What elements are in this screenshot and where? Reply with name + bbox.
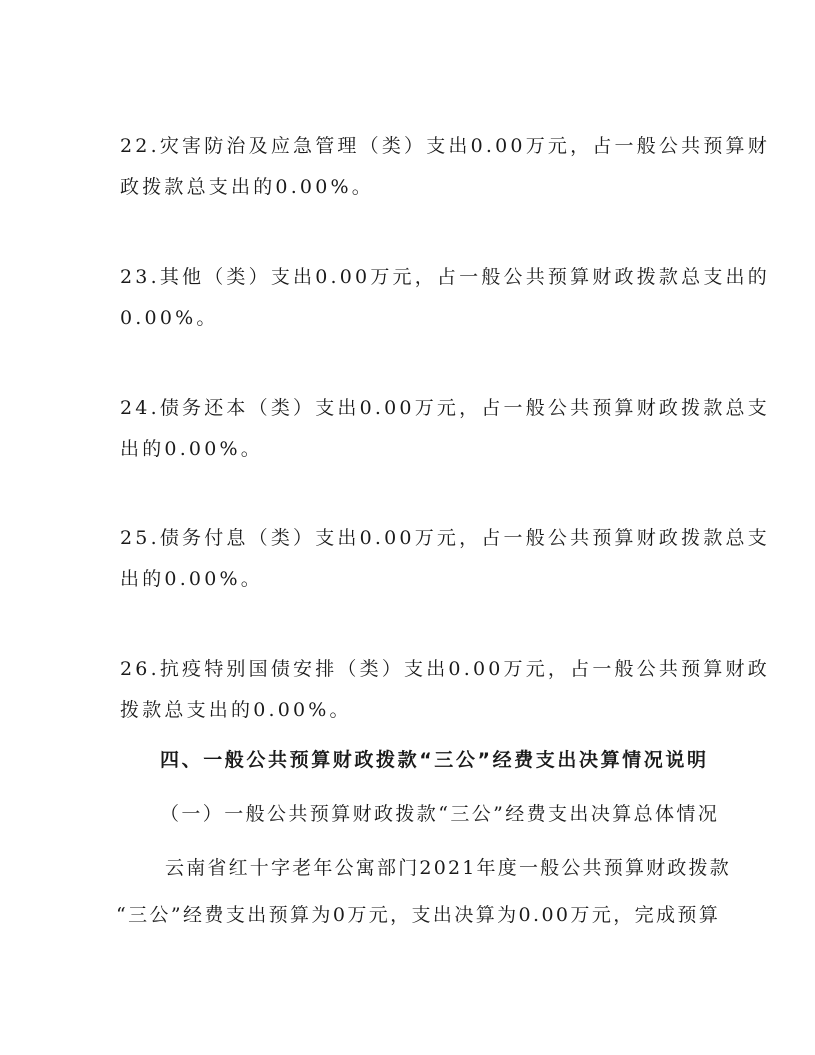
item-22-line-1: 22.灾害防治及应急管理（类）支出0.00万元，占一般公共预算财 <box>120 135 770 157</box>
item-23-line-2: 0.00%。 <box>120 307 219 329</box>
section-heading: 四、一般公共预算财政拨款“三公”经费支出决算情况说明 <box>160 749 709 771</box>
subsection-heading: （一）一般公共预算财政拨款“三公”经费支出决算总体情况 <box>160 803 720 825</box>
item-22-line-2: 政拨款总支出的0.00%。 <box>120 176 374 198</box>
item-23-line-1: 23.其他（类）支出0.00万元，占一般公共预算财政拨款总支出的 <box>120 266 770 288</box>
paragraph-line-1: 云南省红十字老年公寓部门2021年度一般公共预算财政拨款 <box>165 857 731 879</box>
item-26-line-2: 拨款总支出的0.00%。 <box>120 699 352 721</box>
item-26-line-1: 26.抗疫特别国债安排（类）支出0.00万元，占一般公共预算财政 <box>120 658 770 680</box>
item-25-line-1: 25.债务付息（类）支出0.00万元，占一般公共预算财政拨款总支 <box>120 527 770 549</box>
item-24-line-1: 24.债务还本（类）支出0.00万元，占一般公共预算财政拨款总支 <box>120 397 770 419</box>
item-25-line-2: 出的0.00%。 <box>120 568 263 590</box>
item-24-line-2: 出的0.00%。 <box>120 438 263 460</box>
paragraph-line-2: “三公”经费支出预算为0万元，支出决算为0.00万元，完成预算 <box>116 904 721 926</box>
